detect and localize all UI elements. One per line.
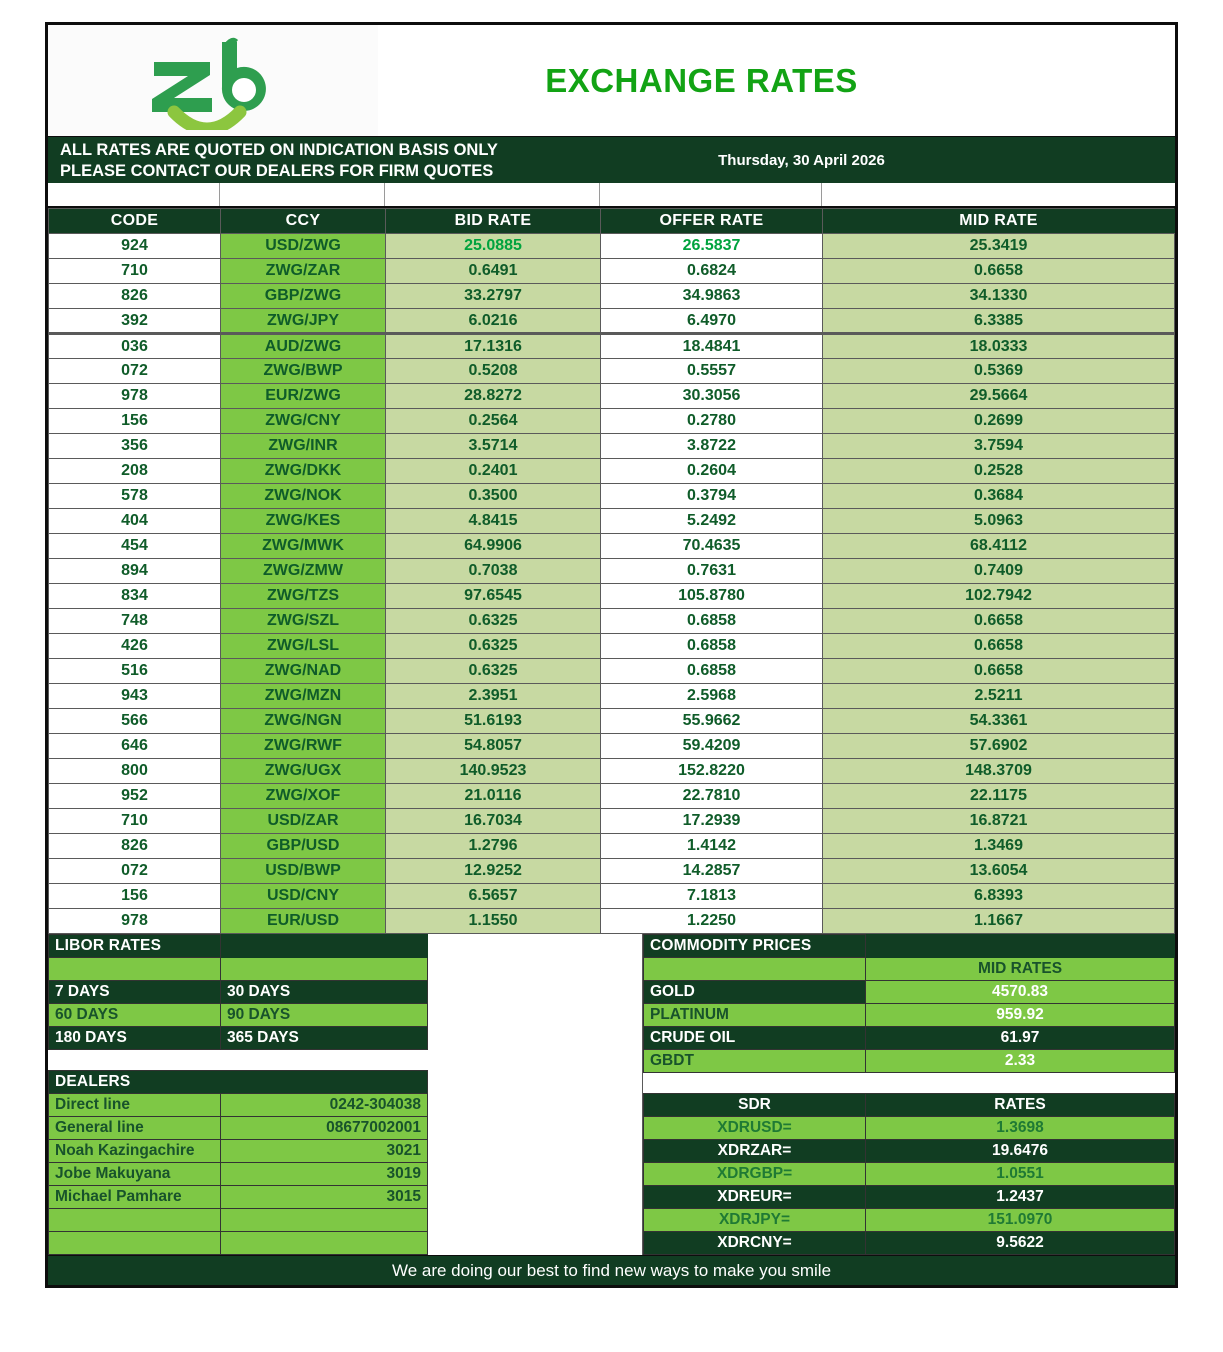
cell-bid: 33.2797 [386, 284, 601, 309]
commodity-label: GOLD [644, 981, 866, 1004]
libor-cell-left: 180 DAYS [49, 1027, 221, 1050]
cell-offer: 18.4841 [601, 334, 823, 359]
libor-title: LIBOR RATES [49, 935, 221, 958]
dealer-extension: 3015 [221, 1186, 428, 1209]
table-row [49, 259, 1175, 284]
libor-row [49, 1004, 428, 1027]
cell-code: 748 [49, 609, 221, 634]
column-header-code: CODE [49, 209, 221, 234]
right-column [643, 934, 1175, 1255]
column-header-bid: BID RATE [386, 209, 601, 234]
sdr-code: XDREUR= [644, 1186, 866, 1209]
table-row [49, 884, 1175, 909]
cell-offer: 1.2250 [601, 909, 823, 934]
cell-mid: 22.1175 [823, 784, 1175, 809]
cell-mid: 18.0333 [823, 334, 1175, 359]
sdr-rate: 1.0551 [866, 1163, 1175, 1186]
cell-ccy: ZWG/NGN [221, 709, 386, 734]
libor-dealers-gap [48, 1050, 428, 1070]
commodity-value: 2.33 [866, 1050, 1175, 1073]
cell-bid: 2.3951 [386, 684, 601, 709]
cell-ccy: ZWG/TZS [221, 584, 386, 609]
libor-table [48, 934, 428, 1050]
table-row [49, 784, 1175, 809]
cell-bid: 97.6545 [386, 584, 601, 609]
sdr-table [643, 1093, 1175, 1255]
cell-bid: 12.9252 [386, 859, 601, 884]
cell-bid: 16.7034 [386, 809, 601, 834]
sdr-row [644, 1140, 1175, 1163]
cell-mid: 54.3361 [823, 709, 1175, 734]
cell-mid: 0.6658 [823, 659, 1175, 684]
rates-header-row [49, 209, 1175, 234]
table-row [49, 434, 1175, 459]
cell-ccy: ZWG/MZN [221, 684, 386, 709]
spacer-cell-4 [600, 183, 822, 206]
libor-cell-left: 7 DAYS [49, 981, 221, 1004]
column-header-mid: MID RATE [823, 209, 1175, 234]
cell-code: 826 [49, 284, 221, 309]
sdr-row [644, 1232, 1175, 1255]
cell-ccy: ZWG/JPY [221, 309, 386, 334]
cell-bid: 1.2796 [386, 834, 601, 859]
dealer-name: Jobe Makuyana [49, 1163, 221, 1186]
cell-code: 566 [49, 709, 221, 734]
sdr-header-row [644, 1094, 1175, 1117]
cell-bid: 25.0885 [386, 234, 601, 259]
cell-code: 646 [49, 734, 221, 759]
cell-offer: 3.8722 [601, 434, 823, 459]
cell-mid: 0.2528 [823, 459, 1175, 484]
cell-offer: 55.9662 [601, 709, 823, 734]
cell-offer: 0.2604 [601, 459, 823, 484]
table-row [49, 359, 1175, 384]
cell-offer: 152.8220 [601, 759, 823, 784]
commodity-value: 4570.83 [866, 981, 1175, 1004]
cell-offer: 5.2492 [601, 509, 823, 534]
cell-ccy: ZWG/NAD [221, 659, 386, 684]
commodity-row [644, 1004, 1175, 1027]
cell-ccy: ZWG/MWK [221, 534, 386, 559]
exchange-rates-table [48, 208, 1175, 934]
cell-mid: 13.6054 [823, 859, 1175, 884]
cell-offer: 7.1813 [601, 884, 823, 909]
table-row [49, 609, 1175, 634]
table-row [49, 734, 1175, 759]
table-row [49, 284, 1175, 309]
cell-ccy: ZWG/RWF [221, 734, 386, 759]
cell-offer: 105.8780 [601, 584, 823, 609]
notice-text [48, 137, 608, 183]
rates-body [49, 234, 1175, 934]
cell-code: 516 [49, 659, 221, 684]
cell-mid: 57.6902 [823, 734, 1175, 759]
cell-offer: 59.4209 [601, 734, 823, 759]
dealers-table [48, 1070, 428, 1255]
commodity-row [644, 1050, 1175, 1073]
spacer-cell-3 [385, 183, 600, 206]
dealer-extension: 0242-304038 [221, 1094, 428, 1117]
cell-mid: 148.3709 [823, 759, 1175, 784]
dealer-extension [221, 1209, 428, 1232]
table-row [49, 684, 1175, 709]
mid-band [48, 934, 1175, 1255]
commodity-title-row [644, 935, 1175, 958]
cell-mid: 102.7942 [823, 584, 1175, 609]
table-row [49, 559, 1175, 584]
cell-bid: 0.3500 [386, 484, 601, 509]
cell-code: 356 [49, 434, 221, 459]
cell-mid: 5.0963 [823, 509, 1175, 534]
cell-ccy: ZWG/KES [221, 509, 386, 534]
cell-mid: 0.7409 [823, 559, 1175, 584]
cell-code: 978 [49, 909, 221, 934]
cell-code: 834 [49, 584, 221, 609]
cell-code: 208 [49, 459, 221, 484]
sdr-row [644, 1163, 1175, 1186]
footer-tagline: We are doing our best to find new ways to make you smile [48, 1255, 1175, 1285]
cell-mid: 6.8393 [823, 884, 1175, 909]
spacer-cell-1 [48, 183, 220, 206]
sdr-code: XDRGBP= [644, 1163, 866, 1186]
cell-mid: 0.6658 [823, 634, 1175, 659]
sdr-rate: 1.3698 [866, 1117, 1175, 1140]
dealer-extension: 3019 [221, 1163, 428, 1186]
table-row [49, 384, 1175, 409]
cell-ccy: USD/CNY [221, 884, 386, 909]
cell-bid: 28.8272 [386, 384, 601, 409]
dealer-extension: 08677002001 [221, 1117, 428, 1140]
table-row [49, 659, 1175, 684]
cell-ccy: GBP/USD [221, 834, 386, 859]
table-row [49, 909, 1175, 934]
zb-logo [138, 32, 288, 130]
table-row [49, 534, 1175, 559]
table-row [49, 409, 1175, 434]
cell-bid: 3.5714 [386, 434, 601, 459]
libor-row [49, 958, 428, 981]
dealers-title-row [49, 1071, 428, 1094]
cell-ccy: ZWG/DKK [221, 459, 386, 484]
cell-code: 156 [49, 409, 221, 434]
cell-code: 454 [49, 534, 221, 559]
cell-offer: 14.2857 [601, 859, 823, 884]
cell-ccy: USD/BWP [221, 859, 386, 884]
cell-ccy: ZWG/BWP [221, 359, 386, 384]
sdr-rate: 9.5622 [866, 1232, 1175, 1255]
cell-code: 072 [49, 859, 221, 884]
commodity-table [643, 934, 1175, 1073]
cell-ccy: ZWG/ZMW [221, 559, 386, 584]
cell-code: 156 [49, 884, 221, 909]
dealer-row [49, 1209, 428, 1232]
cell-offer: 70.4635 [601, 534, 823, 559]
sdr-row [644, 1117, 1175, 1140]
cell-offer: 34.9863 [601, 284, 823, 309]
column-header-offer: OFFER RATE [601, 209, 823, 234]
table-row [49, 509, 1175, 534]
table-row [49, 709, 1175, 734]
cell-code: 710 [49, 809, 221, 834]
libor-cell-right: 365 DAYS [221, 1027, 428, 1050]
cell-code: 826 [49, 834, 221, 859]
cell-ccy: GBP/ZWG [221, 284, 386, 309]
date-cell [608, 137, 1175, 183]
commodity-title-filler [866, 935, 1175, 958]
banner [48, 25, 1175, 137]
sdr-row [644, 1186, 1175, 1209]
dealer-name: Noah Kazingachire [49, 1140, 221, 1163]
libor-row [49, 981, 428, 1004]
cell-code: 943 [49, 684, 221, 709]
cell-ccy: ZWG/CNY [221, 409, 386, 434]
cell-code: 072 [49, 359, 221, 384]
cell-offer: 0.7631 [601, 559, 823, 584]
dealer-name: Direct line [49, 1094, 221, 1117]
sdr-body [644, 1117, 1175, 1255]
commodity-row [644, 981, 1175, 1004]
sdr-column-header-rates: RATES [866, 1094, 1175, 1117]
cell-bid: 17.1316 [386, 334, 601, 359]
spacer-row [48, 183, 1175, 208]
cell-mid: 0.2699 [823, 409, 1175, 434]
libor-body [49, 958, 428, 1050]
cell-bid: 0.6491 [386, 259, 601, 284]
dealer-extension: 3021 [221, 1140, 428, 1163]
dealer-row [49, 1232, 428, 1255]
notice-bar [48, 137, 1175, 183]
commodity-title: COMMODITY PRICES [644, 935, 866, 958]
sdr-code: XDRCNY= [644, 1232, 866, 1255]
notice-line-1: ALL RATES ARE QUOTED ON INDICATION BASIS ONLY [60, 141, 498, 159]
table-row [49, 584, 1175, 609]
dealer-name [49, 1209, 221, 1232]
table-row [49, 759, 1175, 784]
cell-mid: 16.8721 [823, 809, 1175, 834]
cell-bid: 0.2401 [386, 459, 601, 484]
cell-bid: 140.9523 [386, 759, 601, 784]
libor-cell-left [49, 958, 221, 981]
left-column [48, 934, 428, 1255]
cell-bid: 0.2564 [386, 409, 601, 434]
commodity-label: GBDT [644, 1050, 866, 1073]
cell-offer: 0.6824 [601, 259, 823, 284]
dealers-title: DEALERS [49, 1071, 428, 1094]
table-row [49, 459, 1175, 484]
table-row [49, 309, 1175, 334]
dealer-extension [221, 1232, 428, 1255]
cell-mid: 1.1667 [823, 909, 1175, 934]
commodity-subheader-mid-rates: MID RATES [866, 958, 1175, 981]
cell-code: 578 [49, 484, 221, 509]
cell-bid: 54.8057 [386, 734, 601, 759]
cell-bid: 0.7038 [386, 559, 601, 584]
dealers-body [49, 1094, 428, 1255]
cell-offer: 17.2939 [601, 809, 823, 834]
table-row [49, 234, 1175, 259]
cell-code: 710 [49, 259, 221, 284]
cell-offer: 0.2780 [601, 409, 823, 434]
sdr-rate: 19.6476 [866, 1140, 1175, 1163]
cell-offer: 0.5557 [601, 359, 823, 384]
sheet [45, 22, 1178, 1288]
cell-mid: 2.5211 [823, 684, 1175, 709]
notice-line-2: PLEASE CONTACT OUR DEALERS FOR FIRM QUOTES [60, 162, 494, 180]
cell-mid: 3.7594 [823, 434, 1175, 459]
cell-ccy: EUR/ZWG [221, 384, 386, 409]
cell-bid: 64.9906 [386, 534, 601, 559]
cell-bid: 0.5208 [386, 359, 601, 384]
cell-code: 978 [49, 384, 221, 409]
table-row [49, 334, 1175, 359]
cell-offer: 26.5837 [601, 234, 823, 259]
column-header-ccy: CCY [221, 209, 386, 234]
cell-bid: 6.0216 [386, 309, 601, 334]
dealer-row [49, 1140, 428, 1163]
cell-code: 800 [49, 759, 221, 784]
cell-bid: 4.8415 [386, 509, 601, 534]
sdr-rate: 1.2437 [866, 1186, 1175, 1209]
cell-ccy: USD/ZAR [221, 809, 386, 834]
cell-code: 426 [49, 634, 221, 659]
commodity-label: CRUDE OIL [644, 1027, 866, 1050]
cell-code: 894 [49, 559, 221, 584]
libor-cell-right: 30 DAYS [221, 981, 428, 1004]
sdr-rate: 151.0970 [866, 1209, 1175, 1232]
cell-mid: 1.3469 [823, 834, 1175, 859]
libor-cell-right: 90 DAYS [221, 1004, 428, 1027]
commodity-subheader-blank [644, 958, 866, 981]
commodity-body [644, 981, 1175, 1073]
table-row [49, 634, 1175, 659]
cell-code: 952 [49, 784, 221, 809]
table-row [49, 809, 1175, 834]
cell-offer: 1.4142 [601, 834, 823, 859]
spacer-cell-2 [220, 183, 385, 206]
cell-ccy: ZWG/NOK [221, 484, 386, 509]
table-row [49, 834, 1175, 859]
cell-mid: 25.3419 [823, 234, 1175, 259]
sdr-code: XDRJPY= [644, 1209, 866, 1232]
commodity-value: 959.92 [866, 1004, 1175, 1027]
commodity-value: 61.97 [866, 1027, 1175, 1050]
sdr-column-header-code: SDR [644, 1094, 866, 1117]
cell-bid: 0.6325 [386, 659, 601, 684]
cell-code: 392 [49, 309, 221, 334]
dealer-row [49, 1094, 428, 1117]
cell-offer: 30.3056 [601, 384, 823, 409]
cell-mid: 68.4112 [823, 534, 1175, 559]
cell-bid: 0.6325 [386, 609, 601, 634]
cell-ccy: ZWG/INR [221, 434, 386, 459]
cell-mid: 6.3385 [823, 309, 1175, 334]
cell-offer: 0.3794 [601, 484, 823, 509]
libor-row [49, 1027, 428, 1050]
cell-bid: 51.6193 [386, 709, 601, 734]
cell-ccy: ZWG/SZL [221, 609, 386, 634]
cell-mid: 34.1330 [823, 284, 1175, 309]
cell-ccy: ZWG/XOF [221, 784, 386, 809]
cell-offer: 22.7810 [601, 784, 823, 809]
libor-cell-left: 60 DAYS [49, 1004, 221, 1027]
page-title: EXCHANGE RATES [545, 61, 858, 99]
cell-bid: 1.1550 [386, 909, 601, 934]
commodity-row [644, 1027, 1175, 1050]
sdr-code: XDRUSD= [644, 1117, 866, 1140]
libor-cell-right [221, 958, 428, 981]
commodity-subheader-row [644, 958, 1175, 981]
cell-code: 924 [49, 234, 221, 259]
sdr-row [644, 1209, 1175, 1232]
cell-ccy: ZWG/UGX [221, 759, 386, 784]
sdr-code: XDRZAR= [644, 1140, 866, 1163]
spacer-cell-5 [822, 183, 1175, 206]
cell-offer: 0.6858 [601, 659, 823, 684]
dealer-row [49, 1186, 428, 1209]
cell-bid: 0.6325 [386, 634, 601, 659]
logo-cell [48, 25, 378, 136]
dealer-name: General line [49, 1117, 221, 1140]
cell-offer: 2.5968 [601, 684, 823, 709]
cell-bid: 6.5657 [386, 884, 601, 909]
cell-ccy: USD/ZWG [221, 234, 386, 259]
dealer-row [49, 1163, 428, 1186]
table-row [49, 484, 1175, 509]
cell-mid: 0.6658 [823, 259, 1175, 284]
cell-mid: 0.6658 [823, 609, 1175, 634]
commodity-sdr-gap [643, 1073, 1175, 1093]
table-row [49, 859, 1175, 884]
cell-code: 404 [49, 509, 221, 534]
mid-band-spacer [428, 934, 643, 1255]
cell-bid: 21.0116 [386, 784, 601, 809]
cell-mid: 29.5664 [823, 384, 1175, 409]
dealer-name: Michael Pamhare [49, 1186, 221, 1209]
libor-title-row [49, 935, 428, 958]
title-cell [378, 25, 1175, 136]
cell-ccy: AUD/ZWG [221, 334, 386, 359]
rates-date: Thursday, 30 April 2026 [718, 151, 885, 169]
cell-ccy: ZWG/LSL [221, 634, 386, 659]
cell-code: 036 [49, 334, 221, 359]
commodity-label: PLATINUM [644, 1004, 866, 1027]
cell-mid: 0.3684 [823, 484, 1175, 509]
cell-ccy: EUR/USD [221, 909, 386, 934]
dealer-row [49, 1117, 428, 1140]
libor-title-filler [221, 935, 428, 958]
cell-mid: 0.5369 [823, 359, 1175, 384]
cell-offer: 0.6858 [601, 609, 823, 634]
dealer-name [49, 1232, 221, 1255]
cell-offer: 0.6858 [601, 634, 823, 659]
cell-offer: 6.4970 [601, 309, 823, 334]
cell-ccy: ZWG/ZAR [221, 259, 386, 284]
